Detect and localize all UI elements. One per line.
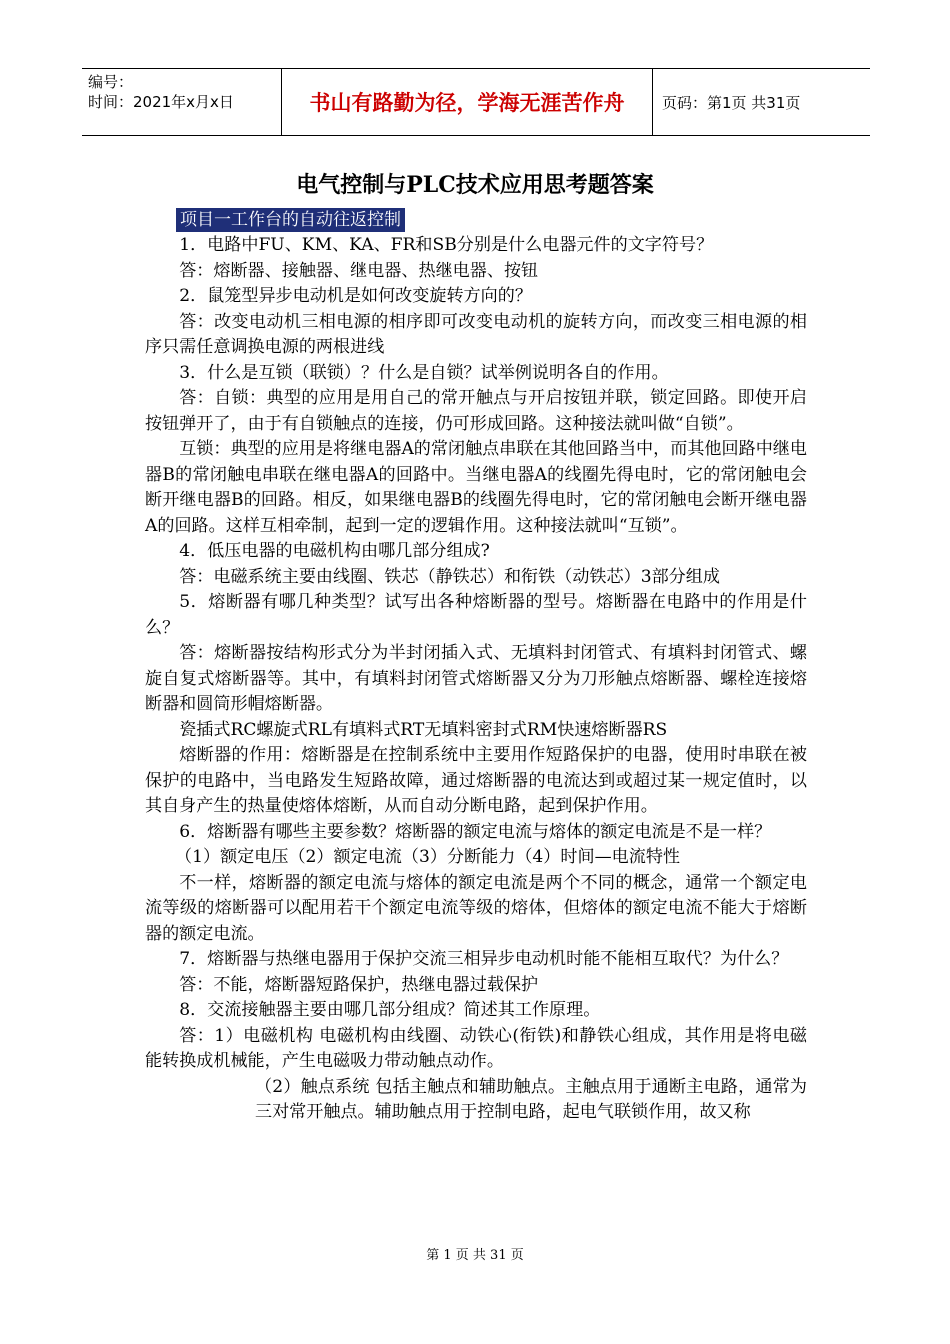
paragraph: 7．熔断器与热继电器用于保护交流三相异步电动机时能不能相互取代？为什么？ [179,949,789,969]
paragraph: 答：改变电动机三相电源的相序即可改变电动机的旋转方向，而改变三相电源的相序只需任意调换电源的两根进线 [145,311,807,357]
document-body [145,233,807,1126]
page-header [82,68,870,136]
paragraph: 4．低压电器的电磁机构由哪几部分组成? [179,541,490,561]
paragraph: 3．什么是互锁（联锁）？什么是自锁？试举例说明各自的作用。 [179,362,669,383]
section-heading: 项目一工作台的自动往返控制 [176,208,405,232]
paragraph: 5．熔断器有哪几种类型？试写出各种熔断器的型号。熔断器在电路中的作用是什么？ [145,592,807,638]
paragraph: 答：熔断器按结构形式分为半封闭插入式、无填料封闭管式、有填料封闭管式、螺旋自复式熔断器等。其中，有填料封闭管式熔断器又分为刀形触点熔断器、螺栓连接熔断器和圆筒形帽熔断器。 [145,643,807,714]
paragraph: 答：熔断器、接触器、继电器、热继电器、按钮 [179,260,539,281]
document-title: 电气控制与PLC技术应用思考题答案 [296,172,654,198]
paragraph: 1．电路中FU、KM、KA、FR和SB分别是什么电器元件的文字符号？ [179,235,714,255]
paragraph: 8．交流接触器主要由哪几部分组成？简述其工作原理。 [179,1000,601,1020]
paragraph: 答：电磁系统主要由线圈、铁芯（静铁芯）和衔铁（动铁芯）3部分组成 [179,566,720,587]
paragraph: 互锁：典型的应用是将继电器A的常闭触点串联在其他回路当中，而其他回路中继电器B的常闭触电串联在继电器A的回路中。当继电器A的线圈先得电时，它的常闭触电会断开继电器B的回路。相反，如果继电器B的线圈先得电时，它的常闭触电会断开继电器A的回路。这样互相牵制，起到一定的逻辑作用。这种接法就叫“互锁”。 [145,439,807,536]
header-top-rule [82,68,870,69]
paragraph: 答：1）电磁机构 电磁机构由线圈、动铁心(衔铁)和静铁心组成，其作用是将电磁能转换成机械能，产生电磁吸力带动触点动作。 [145,1025,807,1071]
header-divider-right [652,68,653,136]
header-motto: 书山有路勤为径，学海无涯苦作舟 [309,91,625,115]
header-page-info: 页码：第1页 共31页 [662,94,801,112]
paragraph: 2．鼠笼型异步电动机是如何改变旋转方向的？ [179,286,532,306]
paragraph: 6．熔断器有哪些主要参数？熔断器的额定电流与熔体的额定电流是不是一样？ [179,821,772,842]
page-footer: 第 1 页 共 31 页 [426,1248,524,1263]
paragraph: 瓷插式RC螺旋式RL有填料式RT无填料密封式RM快速熔断器RS [179,719,668,740]
header-number-label: 编号： [88,73,134,91]
header-time-label: 时间：2021年x月x日 [88,93,234,111]
paragraph: 答：自锁：典型的应用是用自己的常开触点与开启按钮并联，锁定回路。即使开启按钮弹开了，由于有自锁触点的连接，仍可形成回路。这种接法就叫做“自锁”。 [145,388,807,434]
paragraph: 熔断器的作用：熔断器是在控制系统中主要用作短路保护的电器，使用时串联在被保护的电路中，当电路发生短路故障，通过熔断器的电流达到或超过某一规定值时，以其自身产生的热量使熔体熔断，从而自动分断电路，起到保护作用。 [145,745,807,816]
header-bottom-rule [82,135,870,136]
paragraph: （2）触点系统 包括主触点和辅助触点。主触点用于通断主电路，通常为三对常开触点。辅助触点用于控制电路，起电气联锁作用，故又称 [255,1076,807,1122]
paragraph: 不一样，熔断器的额定电流与熔体的额定电流是两个不同的概念，通常一个额定电流等级的熔断器可以配用若干个额定电流等级的熔体，但熔体的额定电流不能大于熔断器的额定电流。 [145,872,807,944]
header-left-cell [88,72,234,112]
paragraph: （1）额定电压（2）额定电流（3）分断能力（4）时间—电流特性 [175,847,681,867]
paragraph: 答：不能，熔断器短路保护，热继电器过载保护 [179,974,539,995]
